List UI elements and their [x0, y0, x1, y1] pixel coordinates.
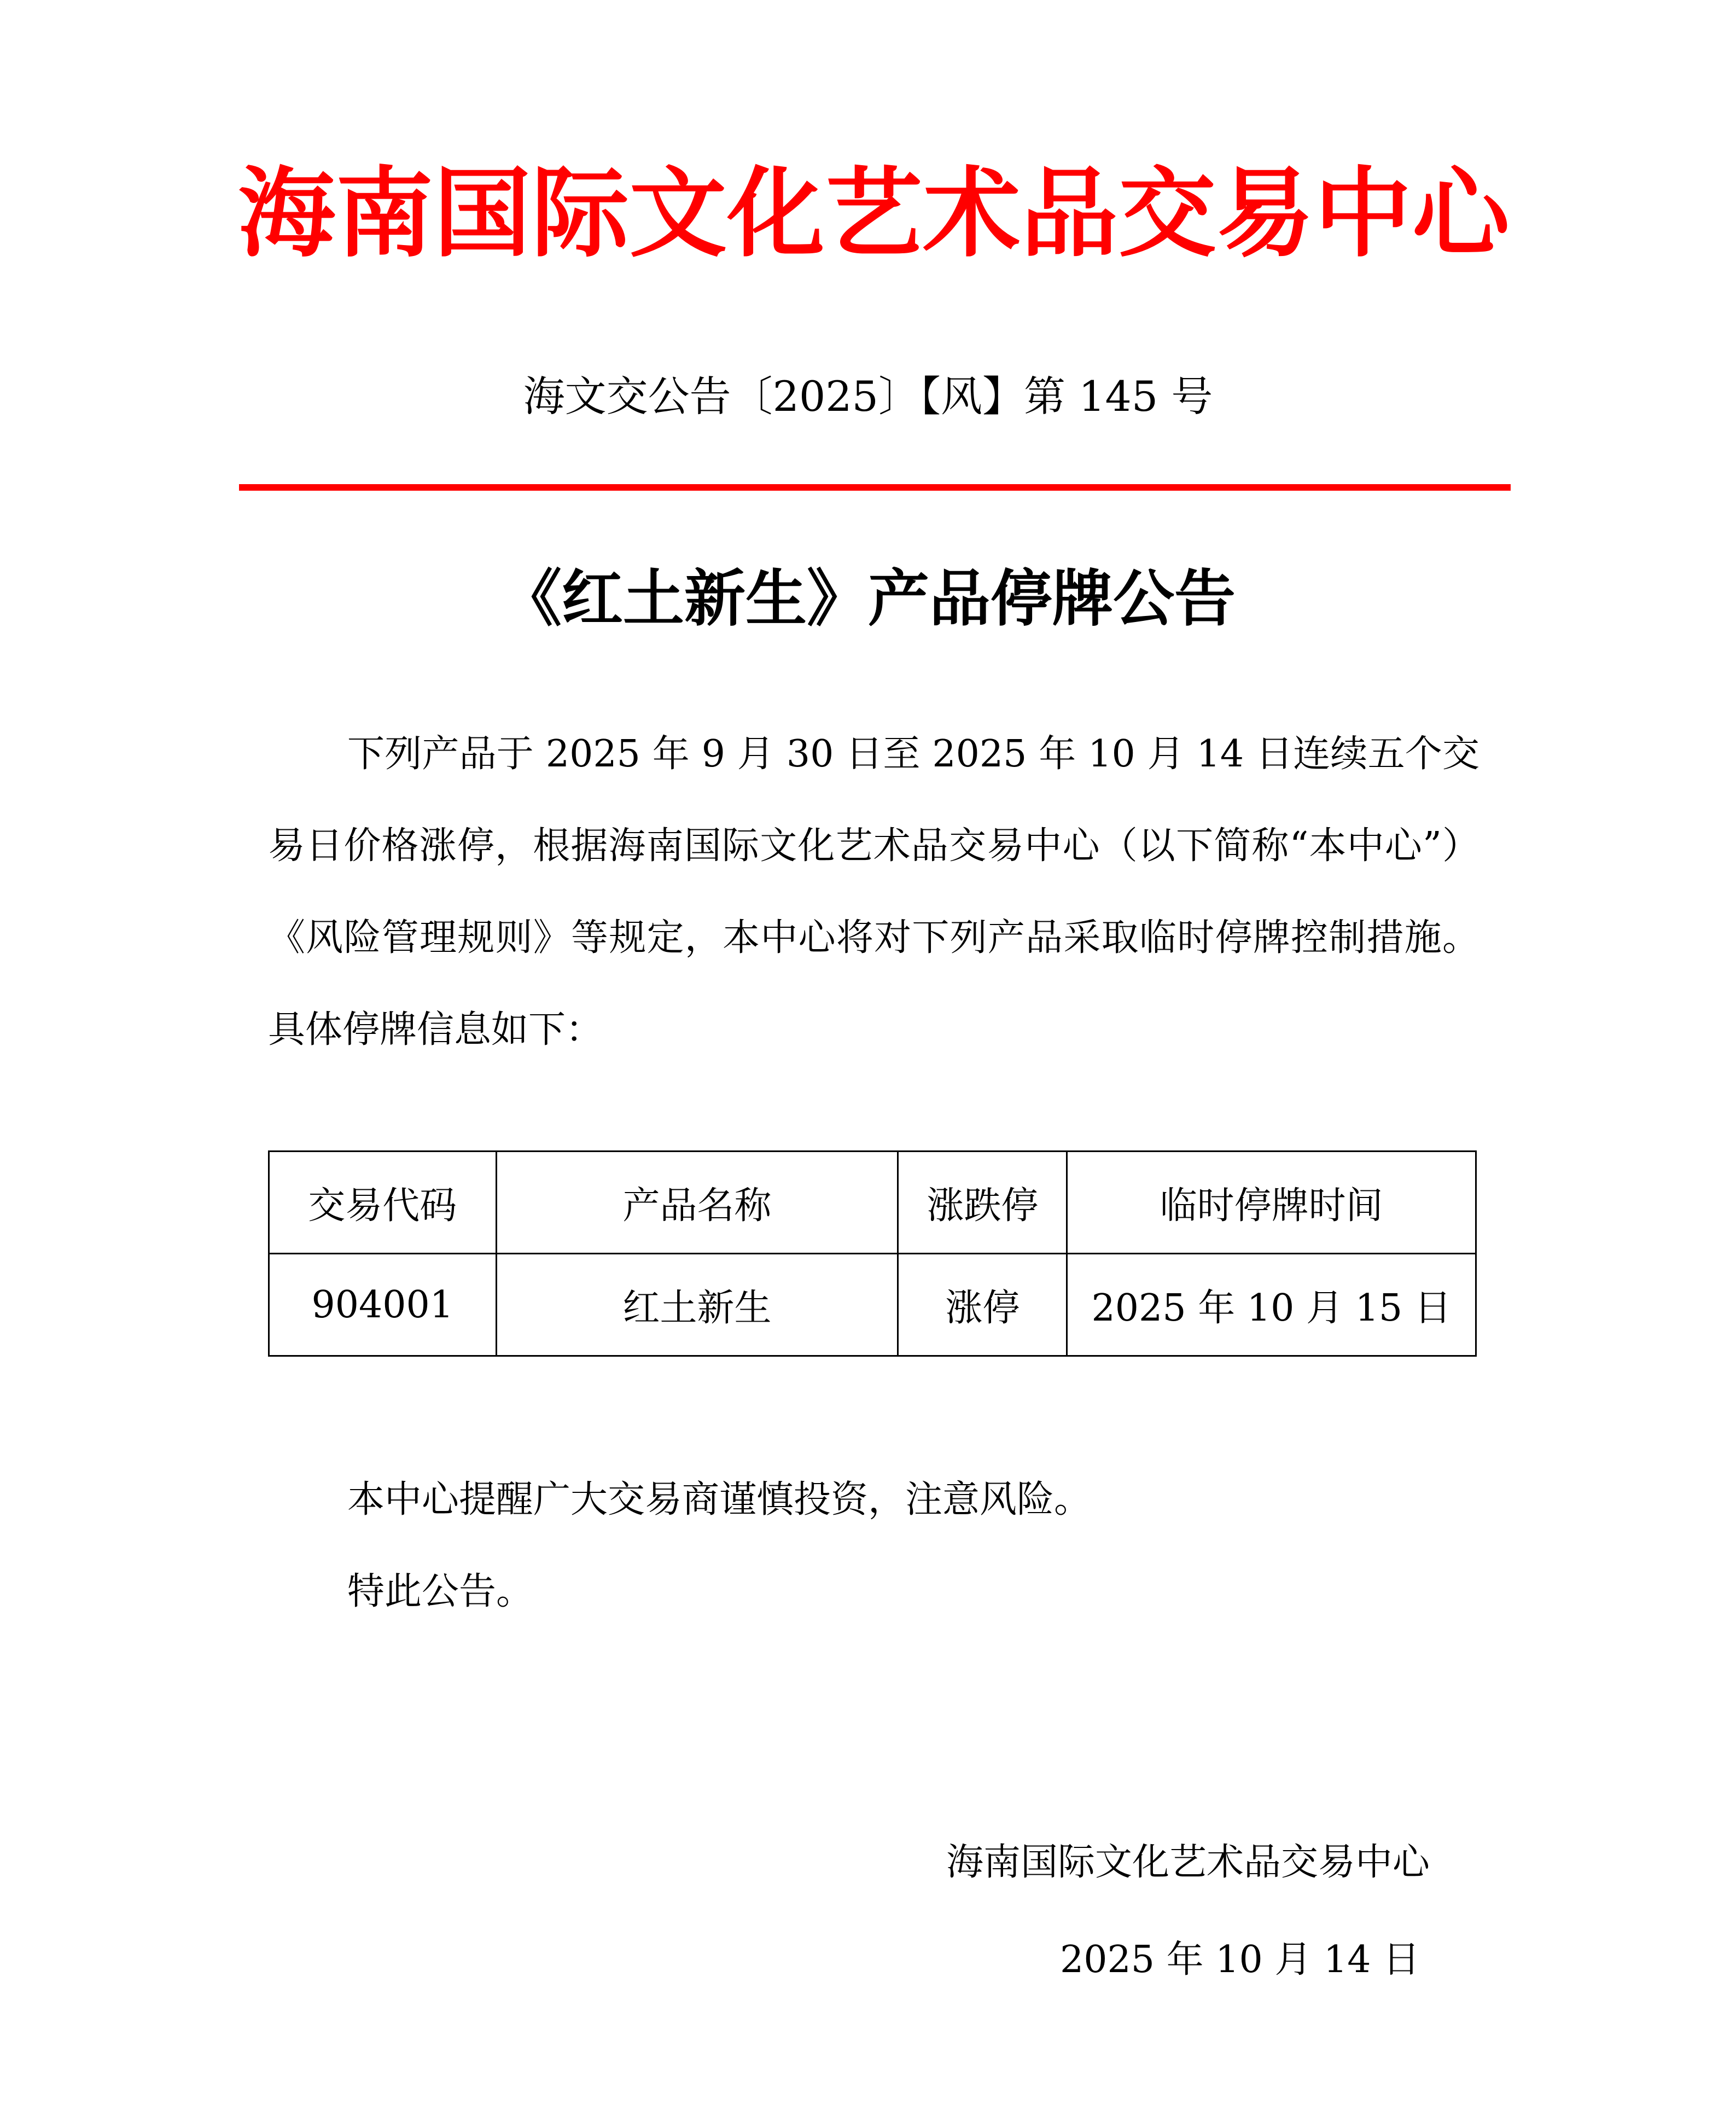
document-title: 《红土新生》产品停牌公告 — [500, 563, 1236, 635]
header-suspension-time: 临时停牌时间 — [1067, 1152, 1476, 1254]
header-limit-status: 涨跌停 — [898, 1152, 1067, 1254]
body-paragraph: 下列产品于 2025 年 9 月 30 日至 2025 年 10 月 14 日连续五个交易日价格涨停，根据海南国际文化艺术品交易中心（以下简称“本中心”）《风险管理规则》等规定，本中心将对下列产品采取临时停牌控制措施。具体停牌信息如下： — [268, 732, 1479, 1051]
signature-organization: 海南国际文化艺术品交易中心 — [946, 1841, 1430, 1884]
closing-statement: 特此公告。 — [347, 1570, 534, 1613]
red-divider-line — [239, 484, 1511, 491]
cell-product-name: 红土新生 — [496, 1254, 898, 1356]
signature-date: 2025 年 10 月 14 日 — [1060, 1938, 1420, 1981]
cell-trading-code: 904001 — [269, 1254, 497, 1356]
header-product-name: 产品名称 — [496, 1152, 898, 1254]
table-header-row — [269, 1152, 1476, 1254]
table-row — [269, 1254, 1476, 1356]
document-number: 海文交公告〔2025〕【风】第 145 号 — [523, 372, 1213, 421]
organization-header: 海南国际文化艺术品交易中心 — [238, 156, 1510, 270]
cell-suspension-time: 2025 年 10 月 15 日 — [1067, 1254, 1476, 1356]
header-trading-code: 交易代码 — [269, 1152, 497, 1254]
risk-reminder: 本中心提醒广大交易商谨慎投资，注意风险。 — [347, 1478, 1092, 1521]
cell-limit-status: 涨停 — [898, 1254, 1067, 1356]
suspension-table — [268, 1150, 1477, 1357]
